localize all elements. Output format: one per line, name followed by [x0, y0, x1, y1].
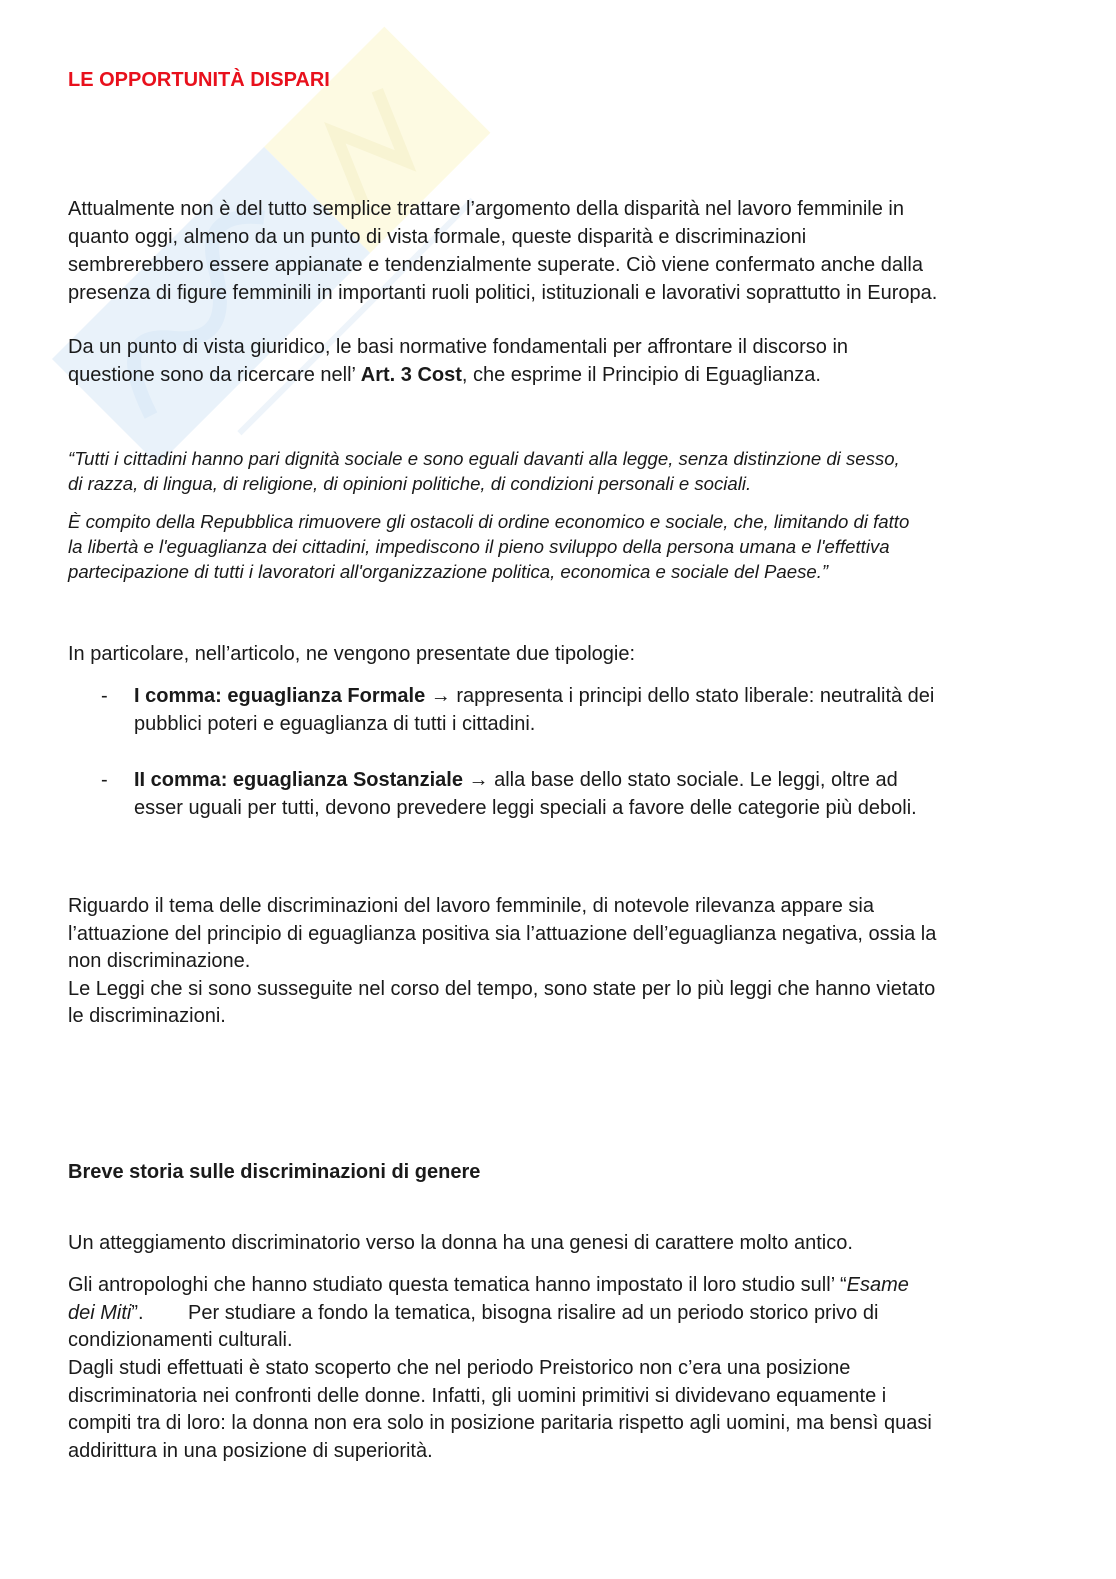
italic-text: dei Miti: [68, 1302, 132, 1324]
quote-line: [68, 536, 890, 558]
text-span: di razza, di lingua, di religione, di opinioni politiche, di condizioni personali e sociali.: [68, 473, 752, 494]
bullet-dash: -: [101, 685, 108, 707]
text-span: Un atteggiamento discriminatorio verso la donna ha una genesi di carattere molto antico.: [68, 1232, 853, 1254]
section-heading: [68, 1160, 480, 1184]
text-line: [68, 949, 250, 973]
text-line: [68, 1231, 853, 1255]
list-item-line: [134, 712, 535, 736]
quote-line: [68, 473, 751, 495]
text-span: Attualmente non è del tutto semplice trattare l’argomento della disparità nel lavoro femminile in: [68, 198, 904, 220]
text-line: [68, 1328, 293, 1352]
text-line: [68, 253, 923, 277]
text-span: Da un punto di vista giuridico, le basi normative fondamentali per affrontare il discorso in: [68, 336, 849, 358]
text-span: condizionamenti culturali.: [68, 1329, 293, 1351]
text-span: “Tutti i cittadini hanno pari dignità sociale e sono eguali davanti alla legge, senza distinzione di sesso,: [68, 448, 900, 469]
quote-line: [68, 561, 828, 583]
text-span: , che esprime il Principio di Eguaglianza.: [461, 364, 821, 386]
text-span: pubblici poteri e eguaglianza di tutti i cittadini.: [134, 713, 536, 735]
text-span: addirittura in una posizione di superiorità.: [68, 1440, 433, 1462]
text-line: [68, 197, 904, 221]
bullet-dash: -: [101, 769, 108, 791]
text-span: esser uguali per tutti, devono prevedere leggi speciali a favore delle categorie più deboli.: [134, 797, 917, 819]
text-span: Gli antropologhi che hanno studiato questa tematica hanno impostato il loro studio sull’ “: [68, 1274, 847, 1296]
bold-text: Breve storia sulle discriminazioni di genere: [68, 1161, 481, 1183]
text-span: → rappresenta i principi dello stato liberale: neutralità dei: [425, 685, 935, 707]
text-line: [68, 1384, 886, 1408]
text-line: [68, 642, 635, 666]
italic-text: Esame: [846, 1274, 909, 1296]
text-span: È compito della Repubblica rimuovere gli ostacoli di ordine economico e sociale, che, limitando di fatto: [68, 511, 910, 532]
text-span: → alla base dello stato sociale. Le leggi, oltre ad: [462, 769, 898, 791]
bold-text: II comma: eguaglianza Sostanziale: [134, 769, 463, 791]
text-span: ”. Per studiare a fondo la tematica, bisogna risalire ad un periodo storico privo di: [131, 1302, 879, 1324]
bold-text: I comma: eguaglianza Formale: [134, 685, 426, 707]
text-line: [68, 281, 937, 305]
text-span: Le Leggi che si sono susseguite nel corso del tempo, sono state per lo più leggi che hanno vietato: [68, 978, 936, 1000]
text-span: In particolare, nell’articolo, ne vengono presentate due tipologie:: [68, 643, 636, 665]
text-span: partecipazione di tutti i lavoratori all'organizzazione politica, economica e sociale del Paese.”: [68, 561, 829, 582]
list-item-line: [134, 684, 934, 708]
text-span: non discriminazione.: [68, 950, 251, 972]
text-line: [68, 1004, 226, 1028]
list-item-line: [134, 796, 917, 820]
text-span: la libertà e l'eguaglianza dei cittadini, impediscono il pieno sviluppo della persona umana e l'effettiva: [68, 536, 890, 557]
list-item-line: [134, 768, 898, 792]
text-span: Riguardo il tema delle discriminazioni del lavoro femminile, di notevole rilevanza appare sia: [68, 895, 874, 917]
text-line: [68, 1439, 433, 1463]
text-line: [68, 1273, 909, 1297]
text-line: [68, 977, 935, 1001]
text-span: le discriminazioni.: [68, 1005, 226, 1027]
document-title: LE OPPORTUNITÀ DISPARI: [68, 69, 330, 91]
text-line: [68, 1411, 932, 1435]
text-span: Dagli studi effettuati è stato scoperto che nel periodo Preistorico non c’era una posizione: [68, 1357, 851, 1379]
quote-line: [68, 448, 900, 470]
text-span: quanto oggi, almeno da un punto di vista formale, queste disparità e discriminazioni: [68, 226, 807, 248]
text-span: questione sono da ricercare nell’: [68, 364, 361, 386]
text-line: [68, 894, 874, 918]
text-line: [68, 922, 936, 946]
text-line: [68, 1301, 878, 1325]
text-span: compiti tra di loro: la donna non era solo in posizione paritaria rispetto agli uomini, ma bensì quasi: [68, 1412, 932, 1434]
text-span: presenza di figure femminili in importanti ruoli politici, istituzionali e lavorativi soprattutto in Europa.: [68, 282, 938, 304]
text-line: [68, 363, 821, 387]
quote-line: [68, 511, 909, 533]
text-span: sembrerebbero essere appianate e tendenzialmente superate. Ciò viene confermato anche dalla: [68, 254, 923, 276]
text-span: l’attuazione del principio di eguaglianza positiva sia l’attuazione dell’eguaglianza negativa, ossia la: [68, 923, 937, 945]
text-span: discriminatoria nei confronti delle donne. Infatti, gli uomini primitivi si dividevano equamente i: [68, 1385, 887, 1407]
text-line: [68, 335, 848, 359]
text-line: [68, 1356, 850, 1380]
text-line: [68, 225, 806, 249]
bold-text: Art. 3 Cost: [360, 364, 462, 386]
